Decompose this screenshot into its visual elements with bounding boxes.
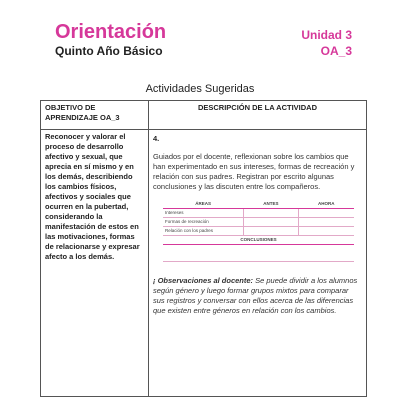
description-header: DESCRIPCIÓN DE LA ACTIVIDAD — [149, 101, 367, 130]
worksheet-row — [163, 209, 354, 218]
activity-instructions: Guiados por el docente, reflexionan sobre los cambios que han experimentado en sus intereses, formas de recreación y relación con sus padres. Registran por escrito algunas conclusiones y las discuten entre los compañeros. — [153, 152, 355, 191]
worksheet-cell — [299, 227, 354, 236]
worksheet-row-label: Relación con los padres — [163, 227, 243, 236]
worksheet-row-label: Intereses — [163, 209, 243, 218]
activities-table — [40, 100, 367, 397]
worksheet-blank-line — [163, 245, 354, 262]
course-level: Quinto Año Básico — [55, 44, 163, 58]
worksheet-row — [163, 227, 354, 236]
worksheet-header-row — [163, 200, 354, 209]
observations-label: ¡ Observaciones al docente: — [153, 276, 254, 285]
worksheet-conclusions-space — [163, 245, 354, 262]
page-title: Orientación — [55, 21, 167, 43]
teacher-observations — [153, 276, 362, 316]
worksheet-table — [163, 200, 354, 262]
worksheet-conclusions: CONCLUSIONES — [163, 236, 354, 245]
worksheet-cell — [243, 209, 298, 218]
activity-cell — [149, 130, 367, 397]
worksheet-cell — [299, 218, 354, 227]
worksheet-row — [163, 218, 354, 227]
oa-label: OA_3 — [320, 44, 352, 58]
worksheet-row-label: Formas de recreación — [163, 218, 243, 227]
unit-label: Unidad 3 — [301, 28, 352, 42]
section-title: Actividades Sugeridas — [145, 83, 255, 95]
worksheet-header-areas: ÁREAS — [163, 200, 243, 209]
objective-text: Reconocer y valorar el proceso de desarrollo afectivo y sexual, que aprecia en sí mismo y en los demás, describiendo los cambios físicos, afectivos y sociales que ocurren en la pubertad, considerando la manifestación de estos en las motivaciones, formas de relacionarse y expresar afecto a los demás. — [41, 130, 149, 397]
observations-text: Se puede dividir a los alumnos según género y luego formar grupos mixtos para comparar sus registros y conversar con ellos acerca de las diferencias que existen entre géneros en relación con los cambios. — [153, 276, 358, 315]
worksheet-header-before: ANTES — [243, 200, 298, 209]
worksheet-figure — [163, 200, 354, 262]
worksheet-cell — [243, 218, 298, 227]
worksheet-header-now: AHORA — [299, 200, 354, 209]
activity-number: 4. — [153, 134, 160, 143]
worksheet-footer-row — [163, 236, 354, 245]
objective-header: OBJETIVO DE APRENDIZAJE OA_3 — [41, 101, 149, 130]
table-row — [41, 130, 367, 397]
worksheet-cell — [299, 209, 354, 218]
table-header-row — [41, 101, 367, 130]
worksheet-cell — [243, 227, 298, 236]
